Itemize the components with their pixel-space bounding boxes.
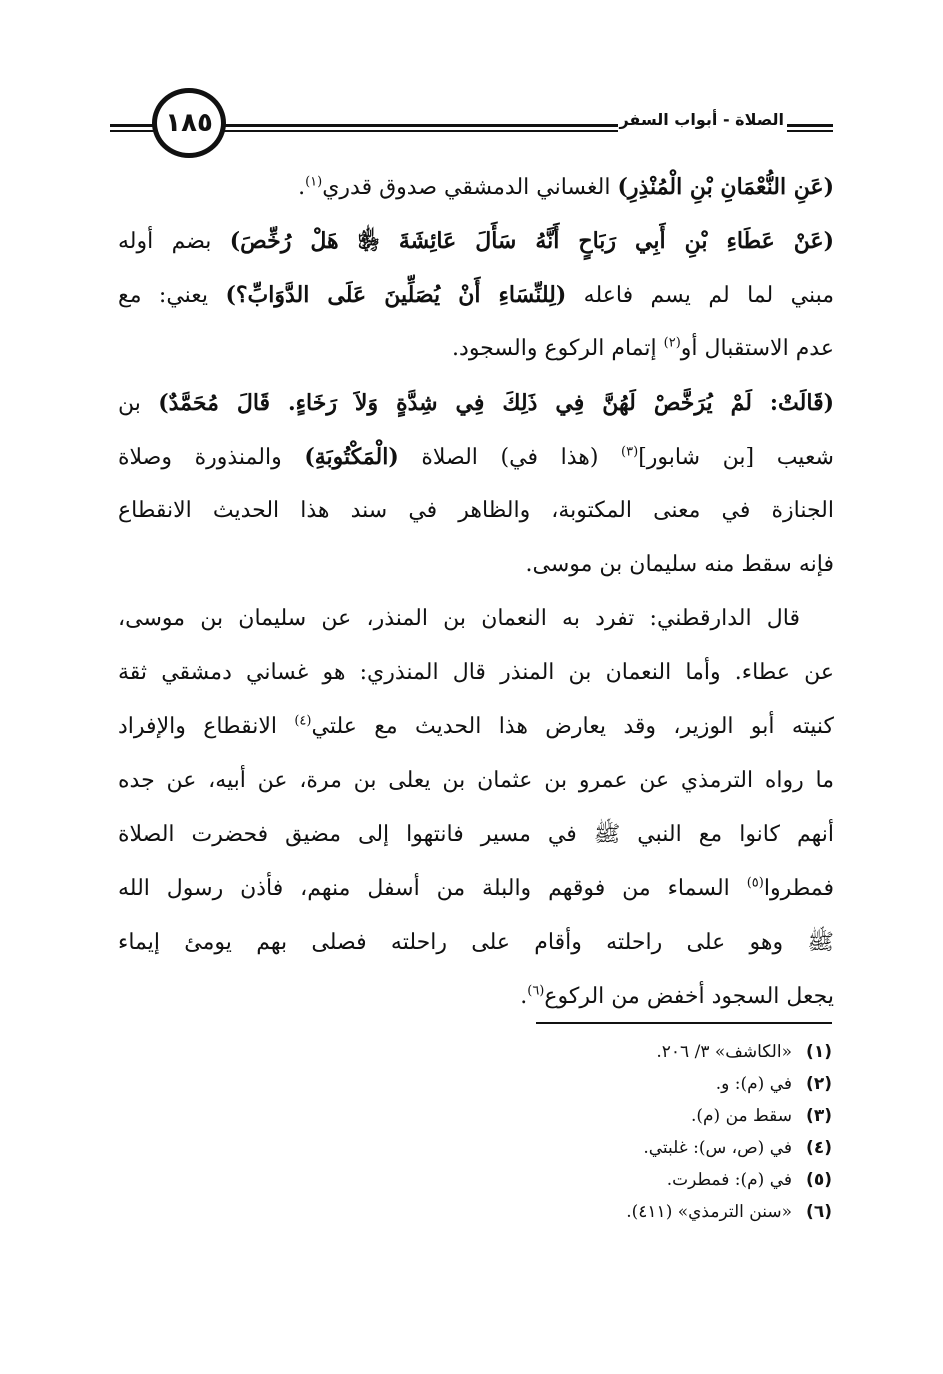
commentary-text: فمطروا — [763, 876, 834, 901]
text-line: قال الدارقطني: تفرد به النعمان بن المنذر، عن سليمان بن موسى، — [118, 606, 800, 631]
text-line — [118, 970, 834, 1024]
footnote-text: في (م): فمطرت. — [666, 1170, 792, 1190]
footnote-item — [300, 1068, 832, 1100]
commentary-text: عدم الاستقبال أو — [680, 336, 834, 361]
page-number-badge — [152, 88, 226, 158]
hadith-quote: (الْمَكْتُوبَةِ) — [304, 444, 399, 470]
text-line: الجنازة في معنى المكتوبة، والظاهر في سند هذا الحديث الانقطاع — [118, 498, 834, 523]
commentary-text: كنيته أبو الوزير، وقد يعارض هذا الحديث مع علتي — [311, 714, 834, 739]
header-rule — [220, 130, 618, 132]
footnote-number: (١) — [806, 1042, 832, 1062]
commentary-text: . — [520, 984, 528, 1009]
text-line — [118, 700, 834, 754]
commentary-text: مبني لما لم يسم فاعله — [566, 283, 834, 308]
footnote-text: «سنن الترمذي» (٤١١). — [626, 1202, 792, 1222]
footnote-number: (٣) — [806, 1106, 832, 1126]
footnote-number: (٥) — [806, 1170, 832, 1190]
footnote-number: (٤) — [806, 1138, 832, 1158]
footnote-number: (٦) — [806, 1202, 832, 1222]
text-line: أنهم كانوا مع النبي ﷺ في مسير فانتهوا إلى مضيق فحضرت الصلاة — [118, 822, 834, 847]
text-line — [118, 376, 834, 430]
hadith-quote: (لِلنِّسَاءِ أَنْ يُصَلِّينَ عَلَى الدَّوَابِّ؟) — [225, 282, 567, 308]
footnote-ref: (٥) — [746, 875, 764, 891]
footnote-ref: (٣) — [621, 444, 639, 460]
commentary-text: (هذا في) الصلاة — [398, 445, 622, 470]
commentary-text: شعيب [بن شابور] — [638, 445, 834, 470]
text-line — [118, 862, 834, 916]
commentary-text: والمنذورة وصلاة — [118, 445, 305, 470]
text-line — [118, 214, 834, 268]
commentary-text: يجعل السجود أخفض من الركوع — [544, 984, 834, 1009]
footnote-ref: (٢) — [663, 335, 681, 351]
text-line: ﷺ وهو على راحلته وأقام على راحلته فصلى بهم يومئ إيماء — [118, 930, 834, 955]
commentary-text: الانقطاع والإفراد — [118, 714, 295, 739]
footnote-item — [300, 1164, 832, 1196]
header-rule — [787, 130, 833, 132]
text-line: فإنه سقط منه سليمان بن موسى. — [525, 552, 834, 577]
text-line — [118, 322, 834, 376]
footnote-ref: (٦) — [527, 983, 545, 999]
hadith-quote: (عَنِ النُّعْمَانِ بْنِ الْمُنْذِرِ) — [617, 174, 834, 200]
commentary-text: بضم أوله — [118, 229, 230, 254]
footnotes — [300, 1036, 832, 1228]
page-header — [110, 88, 833, 168]
text-line: ما رواه الترمذي عن عمرو بن عثمان بن يعلى بن مرة، عن أبيه، عن جده — [118, 768, 834, 793]
commentary-text: بن — [118, 391, 159, 416]
footnote-number: (٢) — [806, 1074, 832, 1094]
footnote-text: في (م): و. — [715, 1074, 792, 1094]
header-rule — [787, 124, 833, 127]
footnote-ref: (٤) — [294, 713, 312, 729]
footnote-text: في (ص، س): غلبتي. — [643, 1138, 792, 1158]
footnote-text: «الكاشف» ٣/ ٢٠٦. — [656, 1042, 792, 1062]
page-number: ١٨٥ — [165, 108, 213, 138]
footnote-item — [300, 1100, 832, 1132]
text-line — [118, 268, 834, 322]
header-rule — [110, 124, 158, 127]
header-rule — [220, 124, 618, 127]
footnote-item — [300, 1196, 832, 1228]
main-text — [118, 160, 834, 1024]
hadith-quote: (عَنْ عَطَاءِ بْنِ أَبِي رَبَاحٍ أَنَّهُ سَأَلَ عَائِشَةَ ﵂ هَلْ رُخِّصَ) — [229, 228, 834, 254]
text-line: عن عطاء. وأما النعمان بن المنذر قال المنذري: هو غساني دمشقي ثقة — [118, 660, 834, 685]
hadith-quote: (قَالَتْ: لَمْ يُرَخَّصْ لَهُنَّ فِي ذَلِكَ فِي شِدَّةٍ وَلاَ رَخَاءٍ. قَالَ مُحَمَّدٌ) — [158, 390, 834, 416]
header-rule — [110, 130, 158, 132]
running-head: الصلاة - أبواب السفر — [619, 110, 784, 129]
footnote-ref: (١) — [305, 174, 323, 190]
commentary-text: . — [298, 175, 306, 200]
footnote-item — [300, 1132, 832, 1164]
text-line — [118, 160, 834, 214]
commentary-text: الغساني الدمشقي صدوق قدري — [322, 175, 618, 200]
footnote-separator — [536, 1022, 832, 1024]
commentary-text: يعني: مع — [118, 283, 226, 308]
text-line — [118, 430, 834, 484]
footnote-item — [300, 1036, 832, 1068]
footnote-text: سقط من (م). — [690, 1106, 792, 1126]
commentary-text: السماء من فوقهم والبلة من أسفل منهم، فأذن رسول الله — [118, 876, 747, 901]
commentary-text: إتمام الركوع والسجود. — [452, 336, 664, 361]
